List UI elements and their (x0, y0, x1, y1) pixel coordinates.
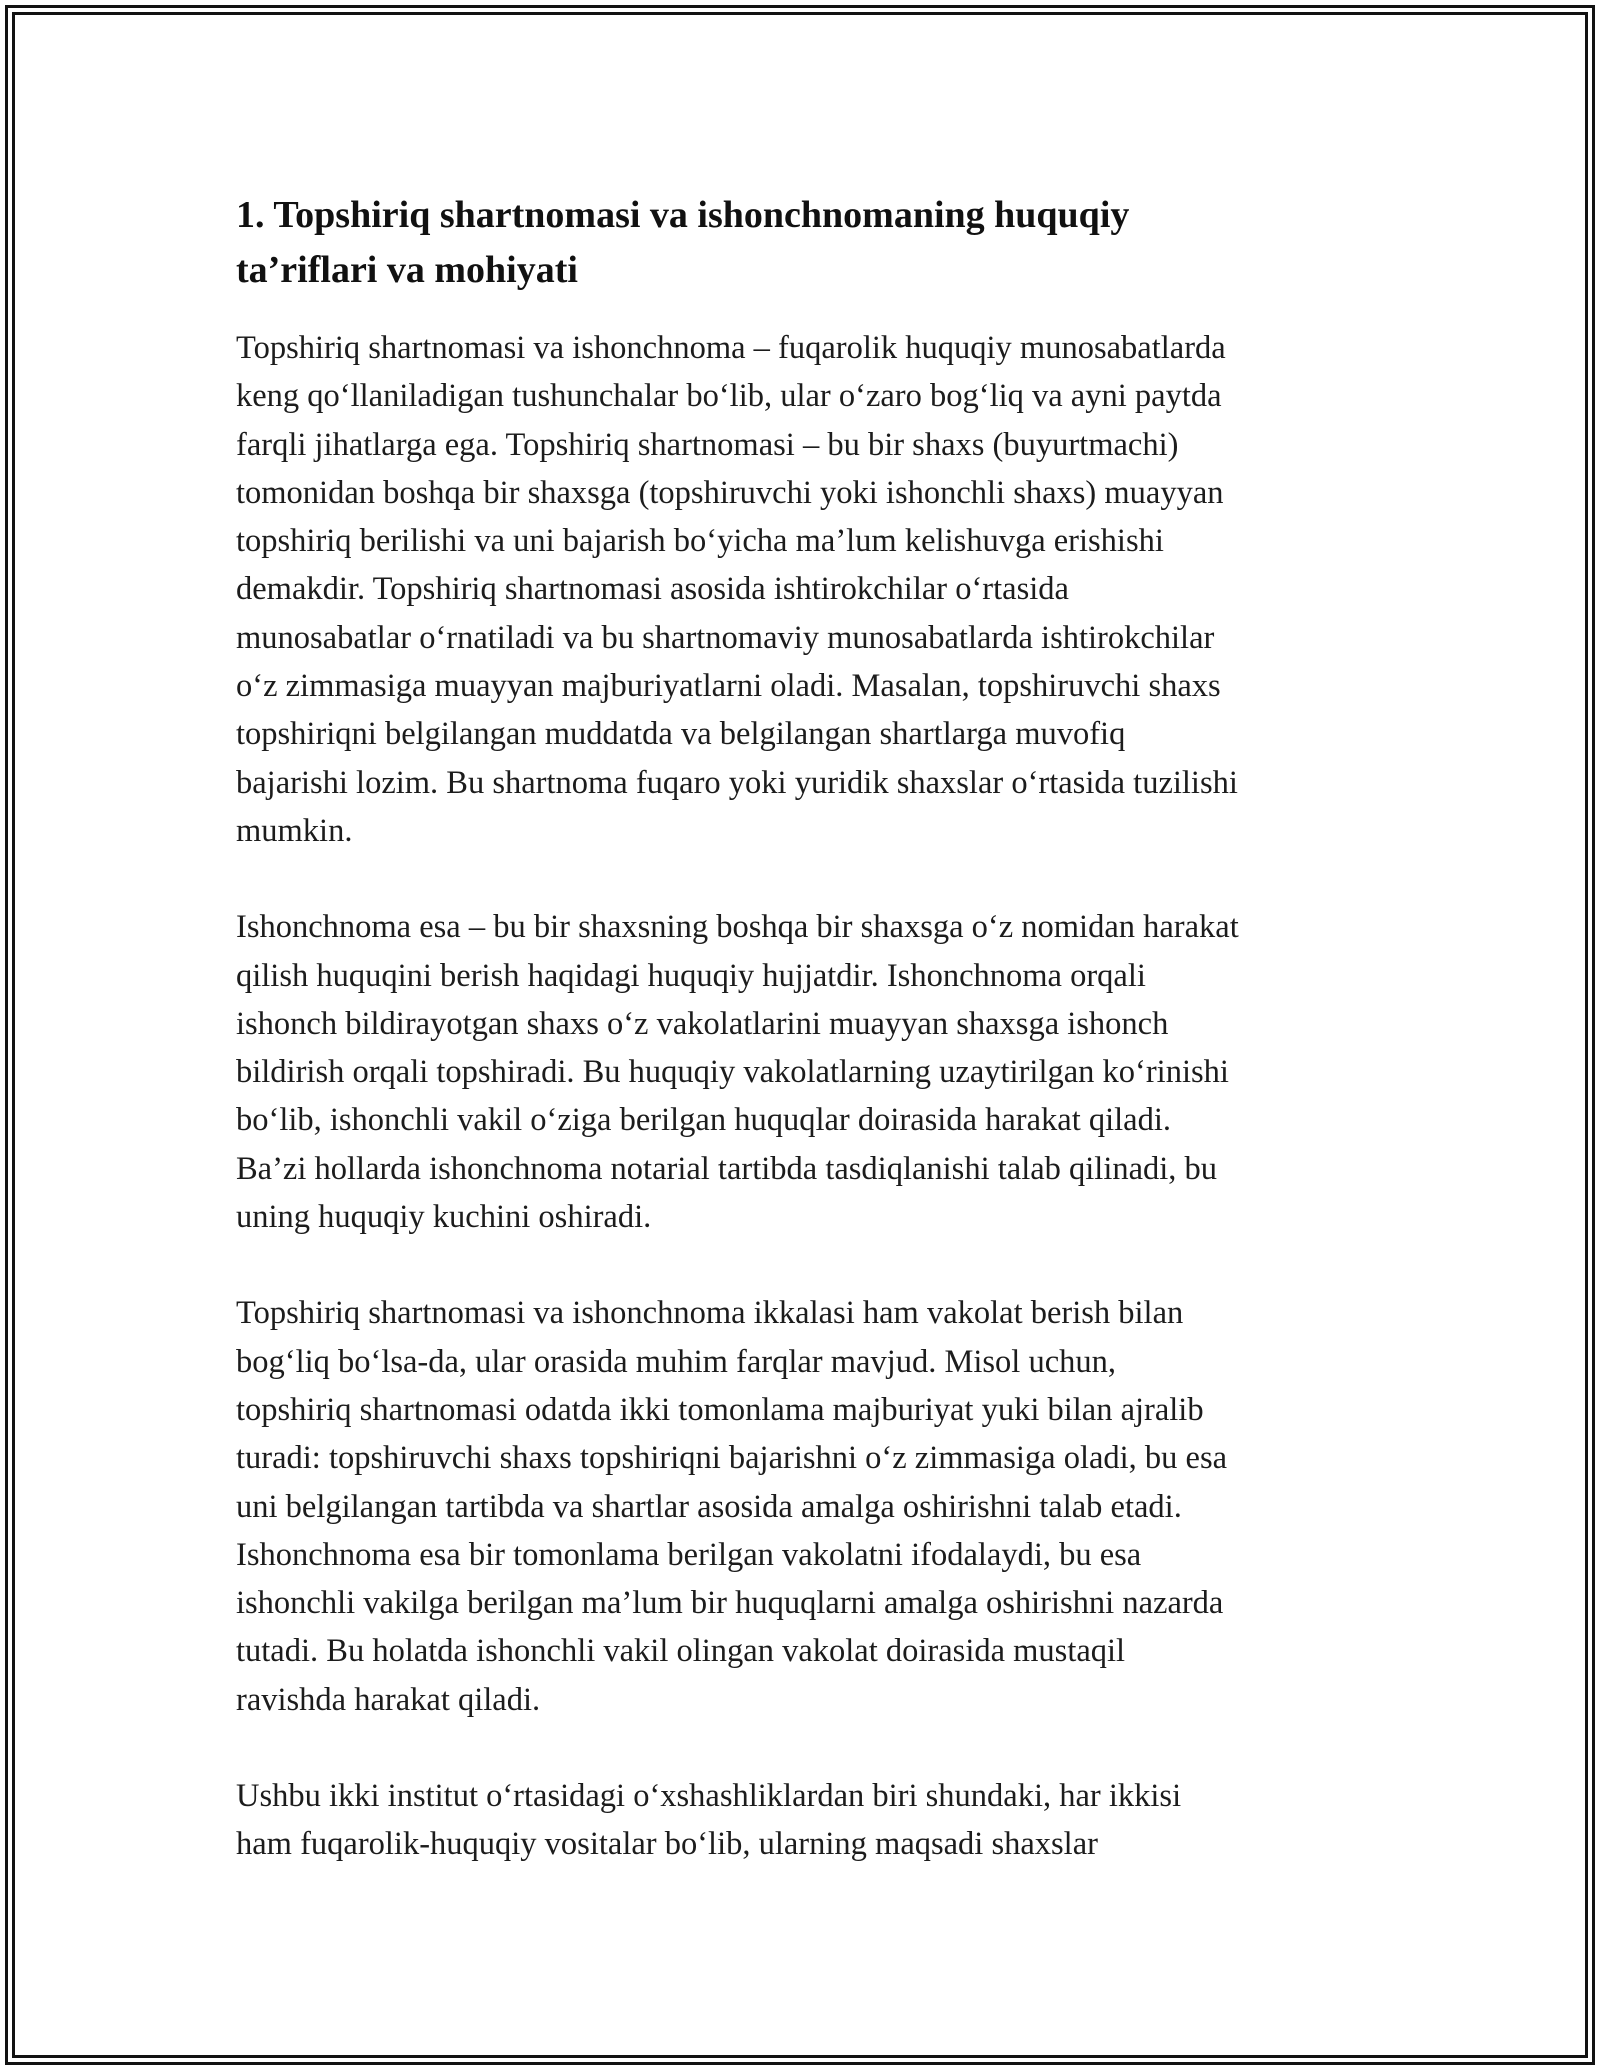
paragraph-line: topshiriqni belgilangan muddatda va belgilangan shartlarga muvofiq (236, 716, 1126, 753)
paragraph-line: farqli jihatlarga ega. Topshiriq shartnomasi – bu bir shaxs (buyurtmachi) (236, 426, 1179, 463)
paragraph-line: tutadi. Bu holatda ishonchli vakil olingan vakolat doirasida mustaqil (236, 1633, 1126, 1670)
paragraph-line: bog‘liq bo‘lsa-da, ular orasida muhim farqlar mavjud. Misol uchun, (236, 1343, 1117, 1380)
paragraph-line: ham fuqarolik-huquqiy vositalar bo‘lib, ularning maqsadi shaxslar (236, 1826, 1098, 1863)
paragraph-line: munosabatlar o‘rnatiladi va bu shartnomaviy munosabatlarda ishtirokchilar (236, 619, 1215, 656)
paragraph-line: uning huquqiy kuchini oshiradi. (236, 1199, 652, 1236)
paragraph-line: ishonch bildirayotgan shaxs o‘z vakolatlarini muayyan shaxsga ishonch (236, 1005, 1169, 1042)
paragraph-line: tomonidan boshqa bir shaxsga (topshiruvchi yoki ishonchli shaxs) muayyan (236, 474, 1224, 511)
document-body (236, 188, 1396, 1917)
paragraph-line: Ishonchnoma esa bir tomonlama berilgan vakolatni ifodalaydi, bu esa (236, 1536, 1142, 1573)
paragraph-line: topshiriq berilishi va uni bajarish bo‘yicha ma’lum kelishuvga erishishi (236, 523, 1164, 560)
paragraph-line: Ushbu ikki institut o‘rtasidagi o‘xshashliklardan biri shundaki, har ikkisi (236, 1778, 1182, 1815)
paragraph (236, 1772, 1396, 1869)
paragraph-line: bildirish orqali topshiradi. Bu huquqiy vakolatlarning uzaytirilgan ko‘rinishi (236, 1054, 1229, 1091)
paragraph (236, 324, 1396, 855)
paragraph-line: ishonchli vakilga berilgan ma’lum bir huquqlarni amalga oshirishni nazarda (236, 1585, 1224, 1622)
paragraph-line: turadi: topshiruvchi shaxs topshiriqni bajarishni o‘z zimmasiga oladi, bu esa (236, 1440, 1228, 1477)
paragraph-line: qilish huquqini berish haqidagi huquqiy hujjatdir. Ishonchnoma orqali (236, 957, 1146, 994)
paragraph-line: topshiriq shartnomasi odatda ikki tomonlama majburiyat yuki bilan ajralib (236, 1391, 1204, 1428)
paragraph (236, 903, 1396, 1241)
paragraph-line: uni belgilangan tartibda va shartlar asosida amalga oshirishni talab etadi. (236, 1488, 1182, 1525)
section-heading: 1. Topshiriq shartnomasi va ishonchnomaning huquqiy ta’riflari va mohiyati (236, 194, 1130, 291)
paragraph-line: Topshiriq shartnomasi va ishonchnoma ikkalasi ham vakolat berish bilan (236, 1295, 1184, 1332)
paragraph-line: bajarishi lozim. Bu shartnoma fuqaro yoki yuridik shaxslar o‘rtasida tuzilishi (236, 764, 1238, 801)
paragraph-line: Ishonchnoma esa – bu bir shaxsning boshqa bir shaxsga o‘z nomidan harakat (236, 909, 1239, 946)
paragraph-line: Topshiriq shartnomasi va ishonchnoma – fuqarolik huquqiy munosabatlarda (236, 330, 1226, 366)
paragraph (236, 1289, 1396, 1724)
paragraph-line: o‘z zimmasiga muayyan majburiyatlarni oladi. Masalan, topshiruvchi shaxs (236, 668, 1221, 705)
paragraph-line: keng qo‘llaniladigan tushunchalar bo‘lib, ular o‘zaro bog‘liq va ayni paytda (236, 378, 1222, 415)
paragraph-line: demakdir. Topshiriq shartnomasi asosida ishtirokchilar o‘rtasida (236, 571, 1069, 608)
paragraph-line: ravishda harakat qiladi. (236, 1681, 541, 1718)
paragraph-line: bo‘lib, ishonchli vakil o‘ziga berilgan huquqlar doirasida harakat qiladi. (236, 1102, 1172, 1139)
paragraph-line: Ba’zi hollarda ishonchnoma notarial tartibda tasdiqlanishi talab qilinadi, bu (236, 1150, 1218, 1187)
paragraph-line: mumkin. (236, 812, 353, 849)
